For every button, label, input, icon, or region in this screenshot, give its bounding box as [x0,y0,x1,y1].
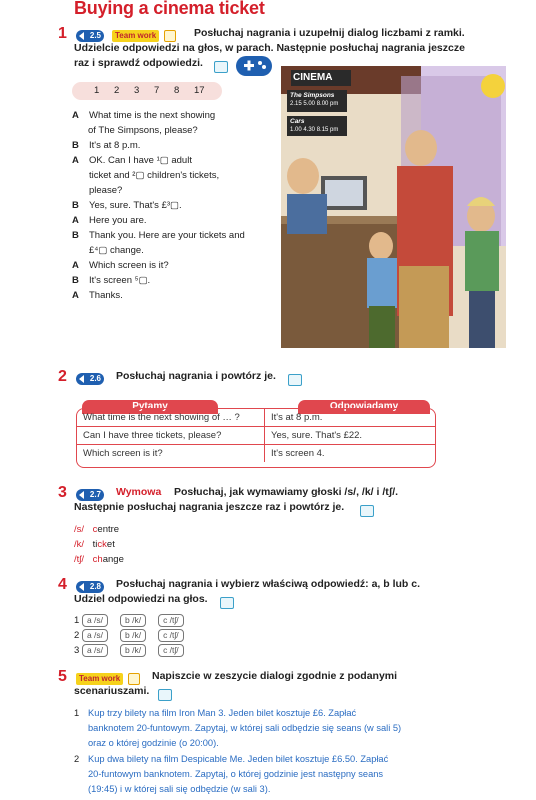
dialog-line: Which screen is it? [89,260,169,271]
exercise-5-instruction-line-2: scenariuszami. [74,685,150,697]
scenario-line: oraz o której godzinie (o 20:00). [88,738,219,748]
dialog-line: What time is the next showing [89,110,216,121]
number-3: 3 [134,85,140,96]
answer-row [74,643,196,658]
number-2: 2 [114,85,120,96]
option-c[interactable]: c /tʃ/ [158,614,184,627]
table-header-answers: Odpowiadamy [298,400,430,414]
dialog-line: Thanks. [89,290,123,301]
cd-icon[interactable] [288,371,302,389]
dialog [0,108,280,308]
table-cell: What time is the next showing of … ? [77,409,265,427]
team-work-icon [164,30,176,42]
showing-board-1-times: 2.15 5.00 8.00 pm [290,101,339,107]
play-audio-icon: 2.5 [76,30,104,42]
cd-icon[interactable] [360,502,374,520]
play-audio-icon: 2.8 [76,581,104,593]
exercise-1-instruction-line-2: Udzielcie odpowiedzi na głos, w parach. Następnie posłuchaj nagrania jeszcze [74,42,465,54]
team-work-label: Team work [76,673,123,685]
speaker-b: B [72,200,79,211]
example-word: centre [92,524,120,535]
example-word: change [92,554,124,565]
table-row [77,409,435,427]
table-row [77,445,435,463]
scenario-line: Kup dwa bilety na film Despicable Me. Jeden bilet kosztuje £6.50. Zapłać [88,754,389,764]
scenario-line: (19:45) i w której sali się odbędzie (w sali 3). [88,784,271,794]
pronunciation-label: Wymowa [116,486,162,498]
exercise-2-instruction: Posłuchaj nagrania i powtórz je. [116,370,276,382]
audio-track-2-6[interactable] [76,370,104,388]
dialog-line: of The Simpsons, please? [88,125,198,136]
exercise-1-instruction-line-1: Posłuchaj nagrania i uzupełnij dialog liczbami z ramki. [194,27,465,39]
answer-row [74,628,196,643]
play-audio-icon: 2.7 [76,489,104,501]
row-number: 1 [74,615,80,626]
cinema-sign: CINEMA [293,72,333,83]
table-row [77,427,435,445]
cd-icon[interactable] [220,594,234,612]
scenario-number: 1 [74,708,80,718]
number-box [72,82,222,100]
phrases-table [76,408,436,468]
exercise-1-instruction-line-3: raz i sprawdź odpowiedzi. [74,57,203,69]
page-title: Buying a cinema ticket [74,0,265,18]
dialog-line: Thank you. Here are your tickets and [89,230,245,241]
showing-board-2-times: 1.00 4.30 8.15 pm [290,127,339,133]
exercise-4-instruction-line-1: Posłuchaj nagrania i wybierz właściwą odpowiedź: a, b lub c. [116,578,420,590]
cd-icon[interactable] [214,58,228,76]
exercise-4-number: 4 [58,576,67,593]
exercise-2-number: 2 [58,368,67,385]
exercise-3-number: 3 [58,484,67,501]
scenario-line: 20-funtowym banknotem. Zapytaj, o której godzinie jest następny seans [88,769,384,779]
speaker-a: A [72,260,79,271]
team-work-label: Team work [112,30,159,42]
cinema-illustration [281,66,506,348]
table-cell: It's screen 4. [271,448,325,459]
option-a[interactable]: a /s/ [82,614,108,627]
option-b[interactable]: b /k/ [120,614,146,627]
speaker-a: A [72,290,79,301]
speaker-b: B [72,275,79,286]
dialog-line: Here you are. [89,215,147,226]
option-c[interactable]: c /tʃ/ [158,644,184,657]
sound-symbol: /k/ [74,539,85,550]
scenario-line: Kup trzy bilety na film Iron Man 3. Jeden bilet kosztuje £6. Zapłać [88,708,357,718]
speaker-a: A [72,215,79,226]
sound-item [74,537,115,552]
row-number: 2 [74,630,80,641]
dialog-line: £⁴▢ change. [89,245,144,256]
exercise-5-instruction-line-1: Napiszcie w zeszycie dialogi zgodnie z podanymi [152,670,398,682]
sound-item [74,522,119,537]
table-cell: Can I have three tickets, please? [77,427,265,445]
table-cell: Yes, sure. That's £22. [265,427,436,445]
table-header-questions: Pytamy [82,400,218,414]
dialog-line: It's at 8 p.m. [89,140,141,151]
option-c[interactable]: c /tʃ/ [158,629,184,642]
gamepad-icon[interactable] [236,56,272,76]
answer-row [74,613,196,628]
dialog-line: Yes, sure. That's £³▢. [89,200,182,211]
table-cell: Which screen is it? [77,445,265,463]
option-a[interactable]: a /s/ [82,629,108,642]
sound-symbol: /tʃ/ [74,554,85,565]
speaker-b: B [72,140,79,151]
cd-icon[interactable] [158,686,172,704]
example-word: ticket [92,539,115,550]
showing-board-1-title: The Simpsons [290,92,335,99]
number-4: 7 [154,85,160,96]
exercise-3-instruction-line-2: Następnie posłuchaj nagrania jeszcze raz i powtórz je. [74,501,345,513]
dialog-line: OK. Can I have ¹▢ adult [89,155,192,166]
speaker-a: A [72,155,79,166]
dialog-line: It's screen ⁵▢. [89,275,151,286]
exercise-5-number: 5 [58,668,67,685]
speaker-b: B [72,230,79,241]
dialog-line: ticket and ²▢ children's tickets, [89,170,220,181]
exercise-4-instruction-line-2: Udziel odpowiedzi na głos. [74,593,208,605]
team-work-icon [128,673,140,685]
showing-board-2-title: Cars [290,118,305,125]
row-number: 3 [74,645,80,656]
sound-symbol: /s/ [74,524,85,535]
option-a[interactable]: a /s/ [82,644,108,657]
scenario-number: 2 [74,754,80,764]
table-cell: It's at 8 p.m. [265,409,436,427]
play-audio-icon: 2.6 [76,373,104,385]
number-1: 1 [94,85,100,96]
speaker-a: A [72,110,79,121]
exercise-1-number: 1 [58,25,67,42]
dialog-line: please? [89,185,123,196]
sound-item [74,552,124,567]
scenario-line: banknotem 20-funtowym. Zapytaj, w której sali odbędzie się seans (w sali 5) [88,723,402,733]
number-5: 8 [174,85,180,96]
number-6: 17 [194,85,205,96]
exercise-3-instruction-line-1: Posłuchaj, jak wymawiamy głoski /s/, /k/ i /tʃ/. [174,486,399,498]
option-b[interactable]: b /k/ [120,644,146,657]
option-b[interactable]: b /k/ [120,629,146,642]
